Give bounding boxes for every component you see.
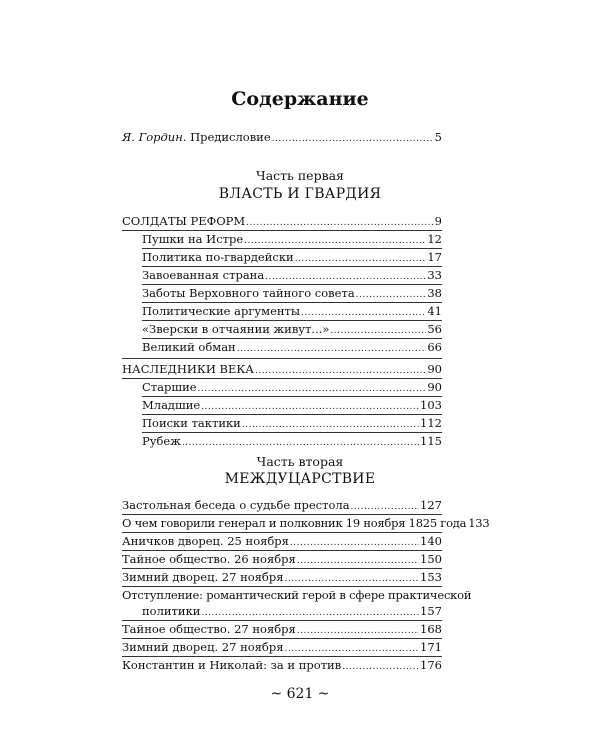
toc-entry[interactable] <box>142 380 442 397</box>
toc-entry[interactable] <box>122 534 442 551</box>
toc-entry[interactable] <box>142 604 442 621</box>
entry-divider <box>142 432 442 433</box>
toc-entry-page: 153 <box>420 570 442 584</box>
toc-section-heirs[interactable] <box>122 362 442 379</box>
toc-entry-page: 41 <box>427 304 442 318</box>
dot-leader <box>255 364 426 379</box>
section-divider <box>122 230 442 231</box>
toc-entry[interactable] <box>142 398 442 415</box>
toc-entry-label: Зимний дворец. 27 ноября <box>122 640 284 654</box>
dot-leader <box>342 660 419 675</box>
toc-entry-page: 150 <box>420 552 442 566</box>
toc-entry-label: Заботы Верховного тайного совета <box>142 286 355 300</box>
toc-entry-label: Зимний дворец. 27 ноября <box>122 570 284 584</box>
entry-divider <box>122 620 442 621</box>
entry-divider <box>142 248 442 249</box>
part2-label: Часть вторая <box>256 454 344 469</box>
toc-entry-page: 112 <box>420 416 442 430</box>
toc-entry-page: 56 <box>427 322 442 336</box>
toc-entry-page: 176 <box>420 658 442 672</box>
dot-leader <box>237 342 427 357</box>
section-divider <box>122 358 442 359</box>
toc-entry[interactable] <box>142 232 442 249</box>
page-title: Содержание <box>231 88 369 110</box>
toc-entry-page: 9 <box>434 214 442 228</box>
entry-divider <box>122 656 442 657</box>
toc-entry-label: Поиски тактики <box>142 416 241 430</box>
toc-entry-page: 115 <box>420 434 442 448</box>
dot-leader <box>201 606 419 621</box>
toc-entry[interactable] <box>142 434 442 451</box>
dot-leader <box>182 436 419 451</box>
dot-leader <box>295 252 427 267</box>
dot-leader <box>265 270 426 285</box>
dot-leader <box>290 536 419 551</box>
entry-divider <box>122 514 442 515</box>
toc-entry-page: 140 <box>420 534 442 548</box>
toc-entry-page: 171 <box>420 640 442 654</box>
toc-entry[interactable] <box>142 416 442 433</box>
entry-divider <box>142 320 442 321</box>
dot-leader <box>244 234 426 249</box>
dot-leader <box>330 324 426 339</box>
toc-entry[interactable] <box>142 268 442 285</box>
toc-entry[interactable] <box>142 322 442 339</box>
toc-entry[interactable] <box>142 304 442 321</box>
toc-entry-page: 12 <box>427 232 442 246</box>
toc-entry[interactable] <box>122 498 442 515</box>
toc-entry-page: 103 <box>420 398 442 412</box>
entry-divider <box>122 638 442 639</box>
entry-divider <box>142 414 442 415</box>
dot-leader <box>284 642 419 657</box>
toc-entry-label: Завоеванная страна <box>142 268 265 282</box>
entry-divider <box>142 302 442 303</box>
entry-divider <box>122 568 442 569</box>
toc-entry-page: 17 <box>427 250 442 264</box>
toc-entry-page: 168 <box>420 622 442 636</box>
entry-divider <box>142 338 442 339</box>
dot-leader <box>201 400 419 415</box>
toc-entry[interactable] <box>122 658 442 675</box>
toc-entry[interactable] <box>142 286 442 303</box>
toc-entry-label: СОЛДАТЫ РЕФОРМ <box>122 214 246 228</box>
dot-leader <box>242 418 419 433</box>
toc-entry-page: 38 <box>427 286 442 300</box>
page-number: ~ 621 ~ <box>270 686 330 702</box>
dot-leader <box>351 500 420 515</box>
part1-title: ВЛАСТЬ И ГВАРДИЯ <box>218 186 382 202</box>
entry-divider <box>142 266 442 267</box>
preface-label: Предисловие <box>190 130 271 144</box>
toc-entry-page: 133 <box>468 516 490 530</box>
toc-entry-preface[interactable] <box>122 130 442 147</box>
toc-entry-page: 33 <box>427 268 442 282</box>
toc-entry-label: Великий обман <box>142 340 236 354</box>
toc-entry-page: 90 <box>427 380 442 394</box>
dot-leader <box>356 288 427 303</box>
dot-leader <box>198 382 427 397</box>
toc-entry-page: 90 <box>427 362 442 376</box>
toc-entry-label <box>122 130 271 145</box>
entry-divider <box>122 550 442 551</box>
toc-entry-label: Тайное общество. 26 ноября <box>122 552 296 566</box>
toc-entry-wrapped-line1[interactable]: Отступление: романтический герой в сфере практической <box>122 588 472 602</box>
toc-entry[interactable] <box>122 570 442 587</box>
section-divider <box>122 378 442 379</box>
toc-entry-label: Политика по-гвардейски <box>142 250 294 264</box>
dot-leader <box>297 554 419 569</box>
dot-leader <box>301 306 426 321</box>
toc-entry-label: Политические аргументы <box>142 304 301 318</box>
toc-entry[interactable] <box>122 552 442 569</box>
toc-entry-label: Пушки на Истре <box>142 232 244 246</box>
toc-entry-label: Старшие <box>142 380 197 394</box>
toc-entry-page: 127 <box>420 498 442 512</box>
part2-title: МЕЖДУЦАРСТВИЕ <box>224 471 376 487</box>
dot-leader <box>284 572 419 587</box>
entry-divider <box>142 396 442 397</box>
entry-divider <box>142 284 442 285</box>
entry-divider <box>122 532 442 533</box>
toc-entry-label: НАСЛЕДНИКИ ВЕКА <box>122 362 254 376</box>
toc-entry-page: 157 <box>420 604 442 618</box>
toc-entry[interactable] <box>122 622 442 639</box>
toc-entry-label: Аничков дворец. 25 ноября <box>122 534 289 548</box>
toc-entry-label: политики <box>142 604 201 618</box>
toc-section-soldiers[interactable] <box>122 214 442 231</box>
toc-entry[interactable] <box>122 640 442 657</box>
toc-entry[interactable] <box>142 340 442 357</box>
toc-entry-label: Тайное общество. 27 ноября <box>122 622 296 636</box>
toc-entry[interactable] <box>122 516 490 533</box>
toc-entry-label: Рубеж <box>142 434 181 448</box>
preface-author: Я. Гордин. <box>122 130 187 144</box>
toc-entry[interactable] <box>142 250 442 267</box>
toc-entry-label: Младшие <box>142 398 201 412</box>
toc-entry-label: Застольная беседа о судьбе престола <box>122 498 350 512</box>
dot-leader <box>272 132 434 147</box>
dot-leader <box>297 624 419 639</box>
part1-label: Часть первая <box>256 168 344 183</box>
dot-leader <box>246 216 434 231</box>
toc-entry-label: Константин и Николай: за и против <box>122 658 342 672</box>
entry-divider <box>122 586 442 587</box>
toc-entry-page: 66 <box>427 340 442 354</box>
toc-entry-label: О чем говорили генерал и полковник 19 ноября 1825 года <box>122 516 467 530</box>
toc-entry-label: «Зверски в отчаянии живут...» <box>142 322 330 336</box>
toc-entry-page: 5 <box>434 130 442 144</box>
